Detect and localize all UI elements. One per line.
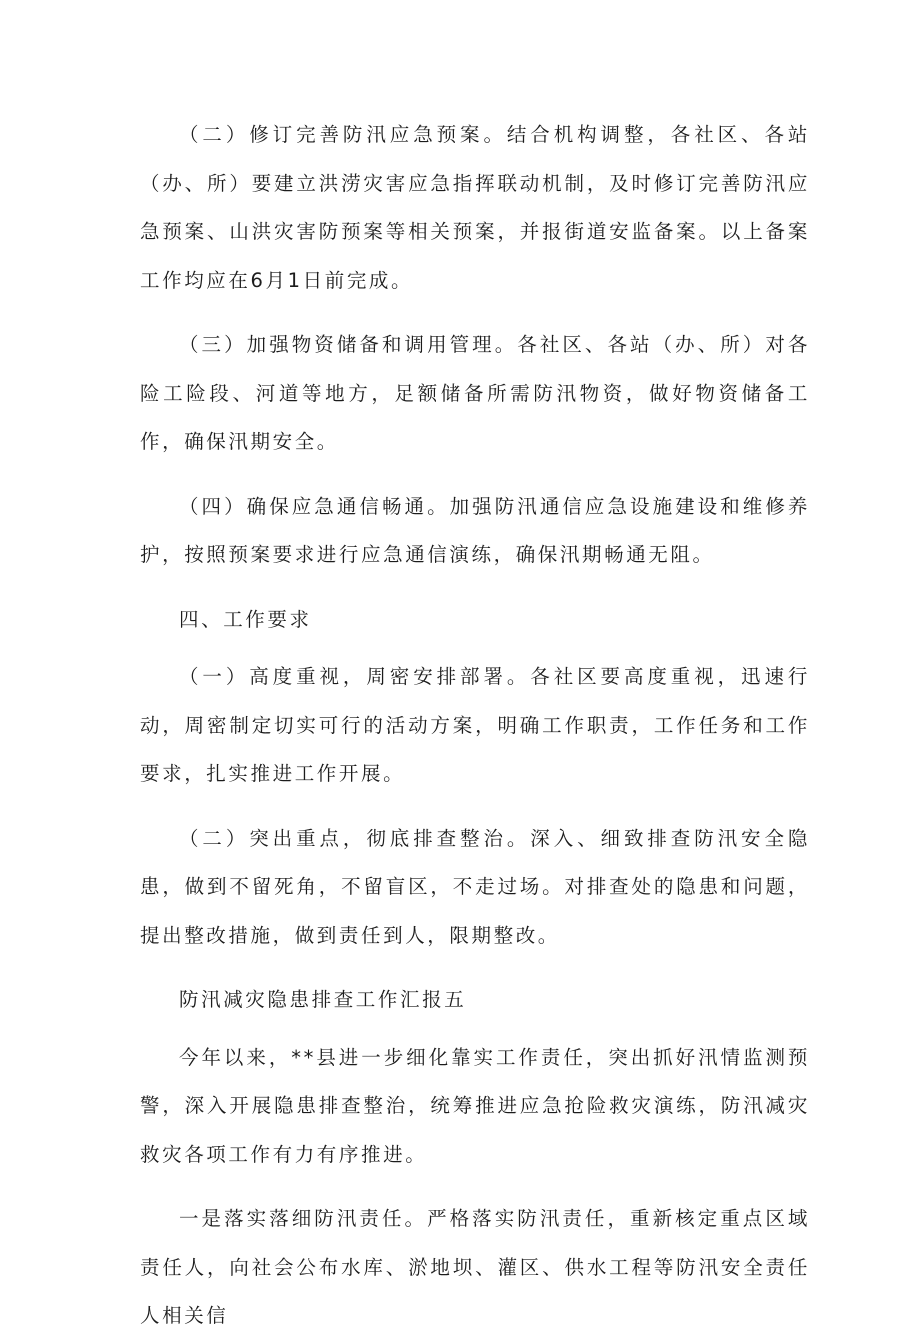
paragraph-this-year: 今年以来，**县进一步细化靠实工作责任，突出抓好汛情监测预警，深入开展隐患排查整治，统筹推进应急抢险救灾演练，防汛减灾救灾各项工作有力有序推进。 [140, 1045, 810, 1166]
paragraph-material-reserve: （三）加强物资储备和调用管理。各社区、各站（办、所）对各险工险段、河道等地方，足额储备所需防汛物资，做好物资储备工作，确保汛期安全。 [140, 333, 810, 453]
paragraph-key-points: （二）突出重点，彻底排查整治。深入、细致排查防汛安全隐患，做到不留死角，不留盲区，不走过场。对排查处的隐患和问题，提出整改措施，做到责任到人，限期整改。 [140, 826, 810, 947]
section-heading-report-five: 防汛减灾隐患排查工作汇报五 [179, 988, 467, 1011]
paragraph-high-attention: （一）高度重视，周密安排部署。各社区要高度重视，迅速行动，周密制定切实可行的活动方案，明确工作职责，工作任务和工作要求，扎实推进工作开展。 [140, 665, 810, 785]
paragraph-communication: （四）确保应急通信畅通。加强防汛通信应急设施建设和维修养护，按照预案要求进行应急通信演练，确保汛期畅通无阻。 [140, 494, 810, 566]
paragraph-responsibility: 一是落实落细防汛责任。严格落实防汛责任，重新核定重点区域责任人，向社会公布水库、淤地坝、灌区、供水工程等防汛安全责任人相关信 [140, 1207, 810, 1327]
section-heading-work-requirements: 四、工作要求 [179, 607, 312, 631]
paragraph-contingency-plan: （二）修订完善防汛应急预案。结合机构调整，各社区、各站（办、所）要建立洪涝灾害应急指挥联动机制，及时修订完善防汛应急预案、山洪灾害防预案等相关预案，并报街道安监备案。以上备案工作均应在6月1日前完成。 [140, 123, 810, 292]
